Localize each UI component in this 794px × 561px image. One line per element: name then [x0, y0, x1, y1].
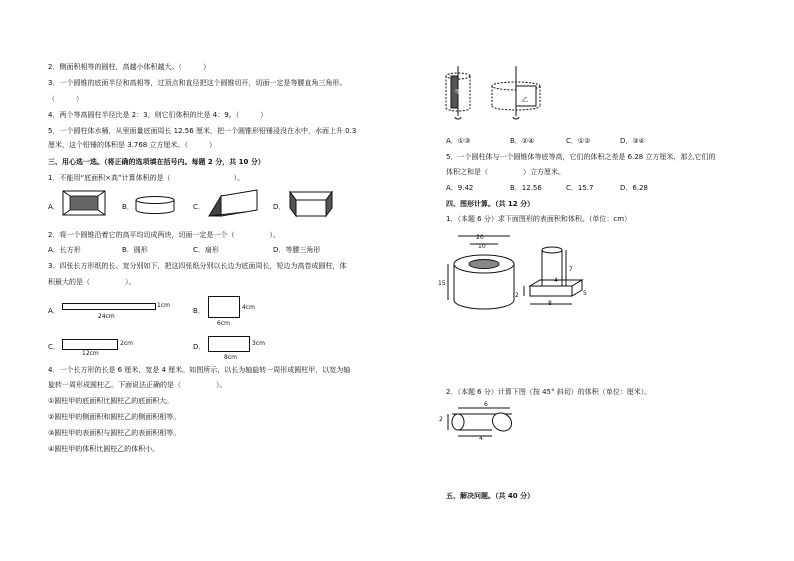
cylinder-on-box-figure [522, 236, 594, 314]
choice-q1-option-d: D． [273, 203, 286, 211]
section-4-heading: 四、图形计算。（共 12 分） [446, 200, 535, 208]
calc-q1: 1．（本题 6 分）求下面图形的表面积和体积。（单位：cm） [446, 215, 632, 223]
triangular-prism-icon [207, 188, 261, 218]
judge-q3-line1: 3．一个圆锥的底面半径和高相等，过顶点和直径把这个圆锥切开，切面一定是等腰直角三角形。 [48, 79, 347, 87]
oblique-side-length: 2 [439, 416, 443, 423]
rect-b-height: 4cm [242, 304, 255, 311]
choice-q3-option-b: B． [193, 307, 205, 315]
rotation-cylinders-figure [444, 62, 554, 134]
choice-q3-option-d: D． [193, 343, 206, 351]
choice-q5-line2: 体积之和是（ ）立方厘米。 [446, 168, 565, 176]
cyl-diameter: 4 [554, 277, 558, 284]
choice-q1-option-b: B． [122, 203, 134, 211]
box-length: 8 [548, 300, 552, 307]
oblique-top-length: 6 [484, 401, 488, 408]
choice-q2-option-a: A．长方形 [48, 246, 81, 254]
judge-q5-line1: 5．一个圆柱体水桶，从里面量底面周长 12.56 厘米，把一个圆锥形铅锤浸没在水中，水面上升 0.3 [48, 127, 357, 135]
hollow-outer-diameter: 20 [476, 234, 484, 241]
rect-c-height: 2cm [120, 340, 133, 347]
choice-q5-option-c: C．15.7 [566, 184, 594, 192]
judge-q4: 4．两个等高圆柱半径比是 2：3，则它们体积的比是 4：9。（ ） [48, 111, 268, 119]
rect-6x4 [208, 296, 240, 318]
calc-q2: 2．（本题 6 分）计算下图（按 45° 斜切）的体积（单位：厘米）。 [446, 388, 652, 396]
hollow-inner-diameter: 10 [478, 243, 486, 250]
cylinder-lying-icon [135, 196, 177, 216]
choice-q4-statement-2: ②圆柱甲的侧面积和圆柱乙的侧面积相等。 [48, 413, 181, 421]
rect-b-width: 6cm [217, 320, 230, 327]
choice-q4-option-c: C．①② [566, 137, 591, 145]
oblique-bottom-length: 4 [479, 435, 483, 442]
box-height: 2 [515, 292, 519, 299]
choice-q4-option-b: B．②④ [510, 137, 535, 145]
choice-q4-statement-4: ④圆柱甲的体积比圆柱乙的体积小。 [48, 445, 160, 453]
section-5-heading: 五、解决问题。（共 40 分） [446, 492, 535, 500]
label-yi: 乙 [522, 97, 529, 104]
choice-q4-statement-3: ③圆柱甲的表面积与圆柱乙的表面积相等。 [48, 429, 181, 437]
label-jia: 甲 [455, 89, 462, 96]
choice-q5-line1: 5．一个圆柱体与一个圆锥体等底等高，它们的体积之差是 6.28 立方厘米，那么它们的 [446, 153, 716, 161]
rect-d-width: 8cm [224, 354, 237, 361]
trapezoid-prism-icon [288, 190, 336, 218]
choice-q4-statement-1: ①圆柱甲的底面积比圆柱乙的底面积大。 [48, 397, 174, 405]
choice-q1-option-a: A． [48, 203, 60, 211]
choice-q2-option-b: B．圆形 [122, 246, 148, 254]
choice-q3-option-a: A． [48, 307, 60, 315]
choice-q4-option-a: A．①③ [446, 137, 471, 145]
choice-q3-option-c: C． [48, 343, 60, 351]
choice-q2: 2．将一个圆锥沿着它的高平均切成两块，切面一定是一个（ ）。 [48, 231, 280, 239]
rect-8x3 [208, 336, 250, 352]
choice-q2-option-c: C．扇形 [193, 246, 219, 254]
rect-24x1 [62, 303, 156, 310]
cyl-height: 7 [569, 266, 573, 273]
section-3-heading: 三、用心选一选。（将正确的选项填在括号内。每题 2 分，共 10 分） [48, 158, 265, 166]
choice-q1: 1．不能用“底面积×高”计算体积的是（ ）。 [48, 174, 245, 182]
choice-q2-option-d: D．等腰三角形 [273, 246, 321, 254]
box-width: 5 [583, 290, 587, 297]
choice-q1-option-c: C． [193, 203, 205, 211]
rect-a-width: 24cm [98, 313, 115, 320]
rect-d-height: 3cm [252, 340, 265, 347]
choice-q3-line1: 3．四张长方形纸的长、宽分别如下，把这四张纸分别以长边为底面周长，短边为高卷成圆柱，体 [48, 262, 347, 270]
choice-q4-line1: 4．一个长方形的长是 6 厘米，宽是 4 厘米。如图所示，以长为轴旋转一周形成圆柱甲，以宽为轴 [48, 366, 351, 374]
rect-a-height: 1cm [157, 302, 170, 309]
judge-q2: 2．侧面积相等的圆柱，高越小体积越大。（ ） [48, 63, 210, 71]
rect-c-width: 12cm [82, 350, 99, 357]
choice-q4-line2: 旋转一周形成圆柱乙。下面说法正确的是（ ）。 [48, 381, 227, 389]
choice-q5-option-b: B．12.56 [510, 184, 542, 192]
choice-q3-line2: 积最大的是（ ）。 [48, 278, 136, 286]
choice-q4-option-d: D．③④ [620, 137, 645, 145]
choice-q5-option-d: D．6.28 [620, 184, 648, 192]
hollow-height: 15 [438, 280, 446, 287]
choice-q5-option-a: A．9.42 [446, 184, 474, 192]
prism-frame-icon [62, 190, 108, 218]
judge-q5-line2: 厘米，这个铅锤的体积是 3.768 立方厘米。（ ） [48, 141, 216, 149]
judge-q3-line2: （ ） [48, 95, 83, 103]
